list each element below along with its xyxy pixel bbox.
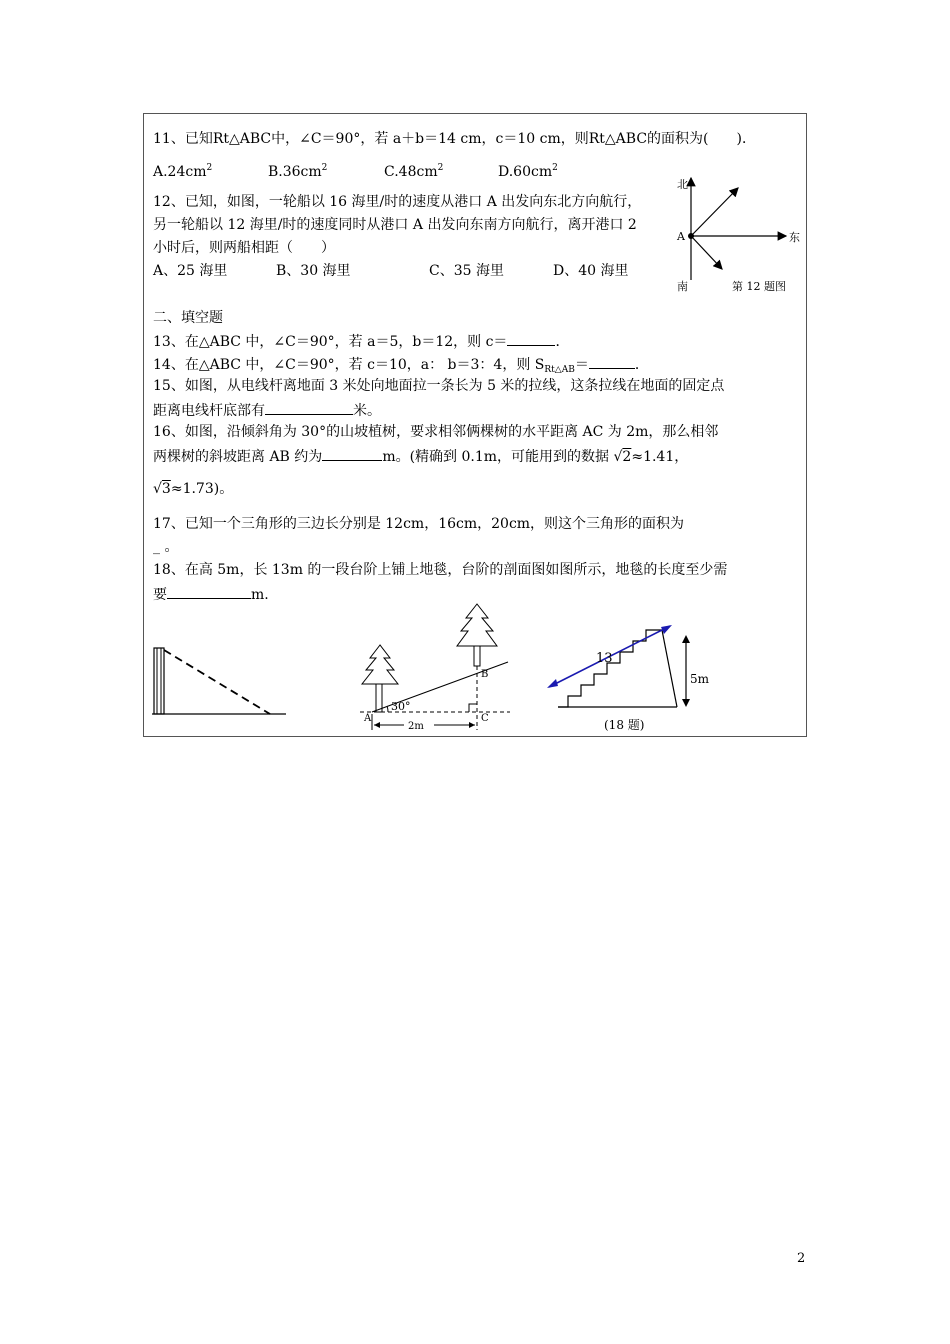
q13: 13、在△ABC 中，∠C＝90°，若 a＝5，b＝12，则 c＝ ．: [153, 331, 569, 351]
q12-compass-figure: [670, 172, 804, 296]
north-label: 北: [677, 178, 688, 191]
distance-label: 2m: [408, 721, 424, 732]
east-label: 东: [789, 231, 800, 244]
sqrt-3: √3: [153, 481, 171, 497]
stairs-back-edge: [662, 630, 677, 707]
page-number: 2: [797, 1251, 806, 1266]
q16-line2: 两棵树的斜坡距离 AB 约为 m。(精确到 0.1m，可能用到的数据 √2≈1.41，: [153, 446, 688, 466]
tree-right: [457, 604, 497, 666]
q12-option-b: B、30 海里: [276, 263, 351, 279]
point-a-label: A: [677, 230, 685, 243]
southeast-arrow: [691, 236, 722, 269]
point-a-label: A: [364, 713, 372, 724]
q14: 14、在△ABC 中，∠C＝90°，若 c＝10，a： b＝3：4，则 $S_{Rt\triangle AB}=$ ．: [153, 354, 649, 374]
q15-answer-blank: [265, 400, 353, 415]
q18-stairs-figure: [540, 615, 720, 735]
q13-answer-blank: [507, 331, 555, 346]
q12-line1: 12、已知，如图，一轮船以 16 海里/时的速度从港口 A 出发向东北方向航行，: [153, 194, 642, 210]
q16-line1: 16、如图，沿倾斜角为 30°的山坡植树，要求相邻俩棵树的水平距离 AC 为 2m，那么相邻: [153, 424, 719, 440]
guy-wire: [164, 650, 270, 714]
length-label: 13: [596, 651, 613, 666]
angle-label: 30°: [391, 700, 411, 713]
angle-arc: [387, 706, 388, 712]
q16-line3: √3≈1.73)。: [153, 481, 234, 497]
q11-stem: 11、已知Rt△ABC中，∠C＝90°，若 a＋b＝14 cm，c＝10 cm，则Rt△ABC的面积为( )．: [153, 131, 756, 147]
q11-option-d: $D.60cm^2$: [498, 163, 558, 180]
point-c-label: C: [481, 713, 489, 724]
northeast-arrow: [691, 188, 738, 236]
q16-slope-figure: [350, 600, 520, 735]
q18-figure-caption: (18 题): [604, 718, 645, 732]
q18-line2: 要 m.: [153, 584, 269, 604]
utility-pole: [154, 648, 164, 714]
section-title-fill-in: 二、填空题: [153, 310, 223, 326]
sqrt-2: √2: [613, 449, 632, 465]
q12-option-a: A、25 海里: [153, 263, 228, 279]
q11-option-c: $C.48cm^2$: [384, 163, 444, 180]
q11-option-a: $A.24cm^2$: [153, 163, 213, 180]
height-label: 5m: [690, 672, 710, 686]
q16-answer-blank: [322, 446, 382, 461]
q15-line1: 15、如图，从电线杆离地面 3 米处向地面拉一条长为 5 米的拉线，这条拉线在地面的固定点: [153, 378, 725, 394]
q18-answer-blank: [167, 584, 251, 599]
q12-option-c: C、35 海里: [429, 263, 504, 279]
stair-steps: [558, 630, 662, 707]
q15-pole-figure: [150, 640, 290, 720]
q17-line2: _ 。: [153, 539, 179, 555]
q12-figure-caption: 第 12 题图: [732, 280, 786, 293]
q12-line3: 小时后，则两船相距（ ）: [153, 240, 335, 256]
q11-option-b: $B.36cm^2$: [268, 163, 328, 180]
q15-line2: 距离电线杆底部有 米。: [153, 400, 381, 420]
q12-line2: 另一轮船以 12 海里/时的速度同时从港口 A 出发向东南方向航行，离开港口 2: [153, 217, 637, 233]
q12-option-d: D、40 海里: [553, 263, 629, 279]
port-a-point: [688, 233, 694, 239]
q14-answer-blank: [589, 354, 635, 369]
q17-line1: 17、已知一个三角形的三边长分别是 12cm，16cm，20cm，则这个三角形的面积为: [153, 516, 685, 532]
south-label: 南: [677, 280, 688, 293]
right-angle-mark: [469, 704, 477, 712]
q18-line1: 18、在高 5m，长 13m 的一段台阶上铺上地毯，台阶的剖面图如图所示，地毯的长度至少需: [153, 562, 728, 578]
point-b-label: B: [481, 669, 489, 680]
